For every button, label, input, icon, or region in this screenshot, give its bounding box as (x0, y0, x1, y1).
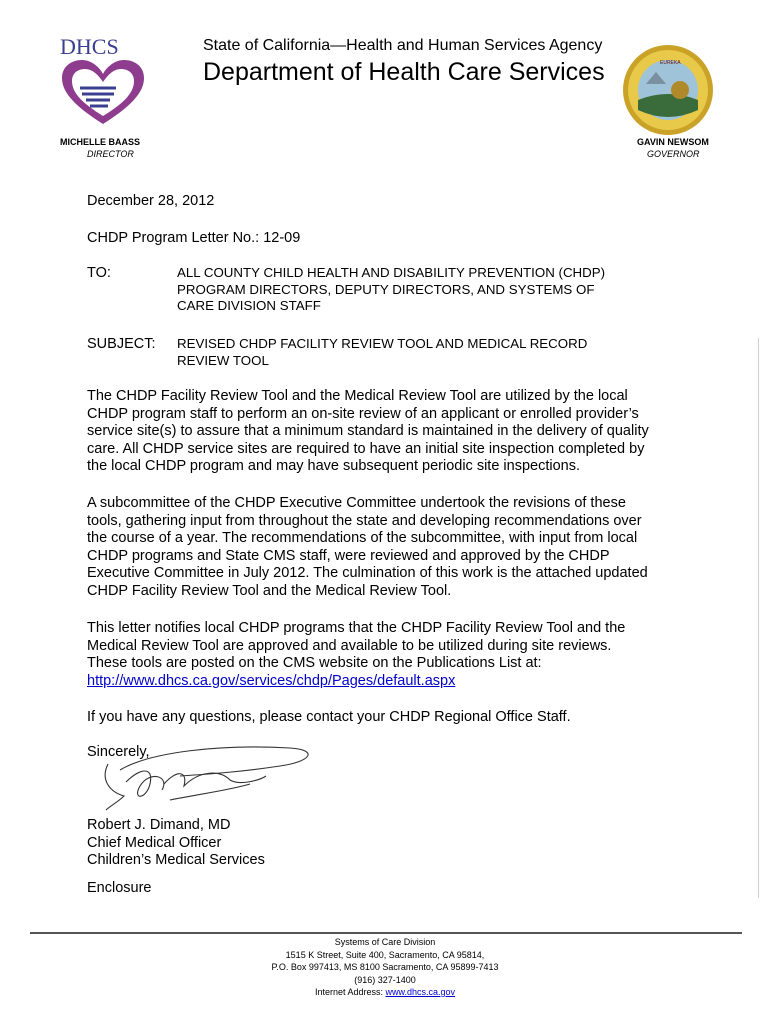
seal-motto: EUREKA (660, 60, 681, 66)
subject-text (177, 336, 647, 369)
director-title: DIRECTOR (87, 149, 134, 159)
footer-address-2: P.O. Box 997413, MS 8100 Sacramento, CA 95899-7413 (271, 962, 499, 972)
paragraph-line: CHDP programs and State CMS staff, were reviewed and approved by the CHDP (87, 547, 610, 564)
enclosure-note: Enclosure (87, 880, 152, 896)
paragraph-line: These tools are posted on the CMS website on the Publications List at: (87, 655, 542, 671)
paragraph-line: the course of a year. The recommendations of the subcommittee, with input from local (87, 530, 638, 546)
letter-date: December 28, 2012 (87, 193, 215, 209)
to-recipients (177, 265, 657, 315)
paragraph-4: If you have any questions, please contact your CHDP Regional Office Staff. (87, 709, 571, 725)
subject-line: REVISED CHDP FACILITY REVIEW TOOL AND MEDICAL RECORD (177, 336, 588, 351)
paragraph-3 (87, 620, 677, 690)
paragraph-line: Medical Review Tool are approved and available to be utilized during site reviews. (87, 637, 612, 654)
paragraph-2 (87, 495, 677, 600)
footer-internet-label: Internet Address: (314, 987, 383, 997)
subject-line: REVIEW TOOL (177, 352, 269, 368)
to-line: CARE DIVISION STAFF (177, 298, 321, 313)
department-name: Department of Health Care Services (203, 58, 605, 86)
footer-phone: (916) 327-1400 (354, 974, 416, 985)
paragraph-line: CHDP Facility Review Tool and the Medical Review Tool. (87, 582, 452, 599)
paragraph-line: CHDP program staff to perform an on-site review of an applicant or enrolled provider’s (87, 405, 639, 422)
paragraph-line: A subcommittee of the CHDP Executive Committee undertook the revisions of these (87, 495, 626, 511)
signer-block (87, 817, 387, 870)
to-line: ALL COUNTY CHILD HEALTH AND DISABILITY PREVENTION (CHDP) (177, 265, 606, 280)
paragraph-line: The CHDP Facility Review Tool and the Medical Review Tool are utilized by the local (87, 388, 628, 404)
paragraph-1 (87, 388, 677, 476)
footer (0, 936, 770, 999)
footer-internet (0, 986, 770, 999)
footer-division: Systems of Care Division (334, 937, 436, 947)
page-edge-line (758, 338, 759, 898)
california-seal (622, 44, 714, 136)
paragraph-line: tools, gathering input from throughout the state and developing recommendations over (87, 512, 642, 529)
footer-website-link[interactable]: www.dhcs.ca.gov (385, 987, 456, 997)
paragraph-line: service site(s) to assure that a minimum standard is maintained in the delivery of quality (87, 423, 649, 439)
to-label: TO: (87, 265, 111, 281)
agency-name: State of California—Health and Human Services Agency (203, 37, 603, 54)
publications-link[interactable]: http://www.dhcs.ca.gov/services/chdp/Pages/default.aspx (87, 672, 456, 689)
director-name: MICHELLE BAASS (60, 137, 141, 147)
logo-lettering: DHCS (60, 36, 119, 59)
governor-name: GAVIN NEWSOM (637, 137, 709, 147)
signer-title: Chief Medical Officer (87, 834, 222, 851)
subject-label: SUBJECT: (87, 336, 156, 352)
closing: Sincerely, (87, 744, 150, 760)
to-line: PROGRAM DIRECTORS, DEPUTY DIRECTORS, AND SYSTEMS OF (177, 281, 595, 297)
signer-organization: Children’s Medical Services (87, 852, 265, 868)
footer-address-1: 1515 K Street, Suite 400, Sacramento, CA 95814, (285, 949, 485, 960)
paragraph-line: care. All CHDP service sites are required to have an initial site inspection completed by (87, 440, 645, 457)
program-letter-number: CHDP Program Letter No.: 12-09 (87, 230, 301, 246)
paragraph-line: the local CHDP program and may have subsequent periodic site inspections. (87, 458, 580, 474)
signer-name: Robert J. Dimand, MD (87, 817, 231, 833)
handwritten-signature (80, 740, 320, 820)
governor-title: GOVERNOR (647, 149, 700, 159)
dhcs-logo (58, 36, 148, 128)
paragraph-line: This letter notifies local CHDP programs that the CHDP Facility Review Tool and the (87, 620, 626, 636)
footer-divider (30, 932, 742, 934)
paragraph-line: Executive Committee in July 2012. The culmination of this work is the attached updated (87, 565, 648, 581)
